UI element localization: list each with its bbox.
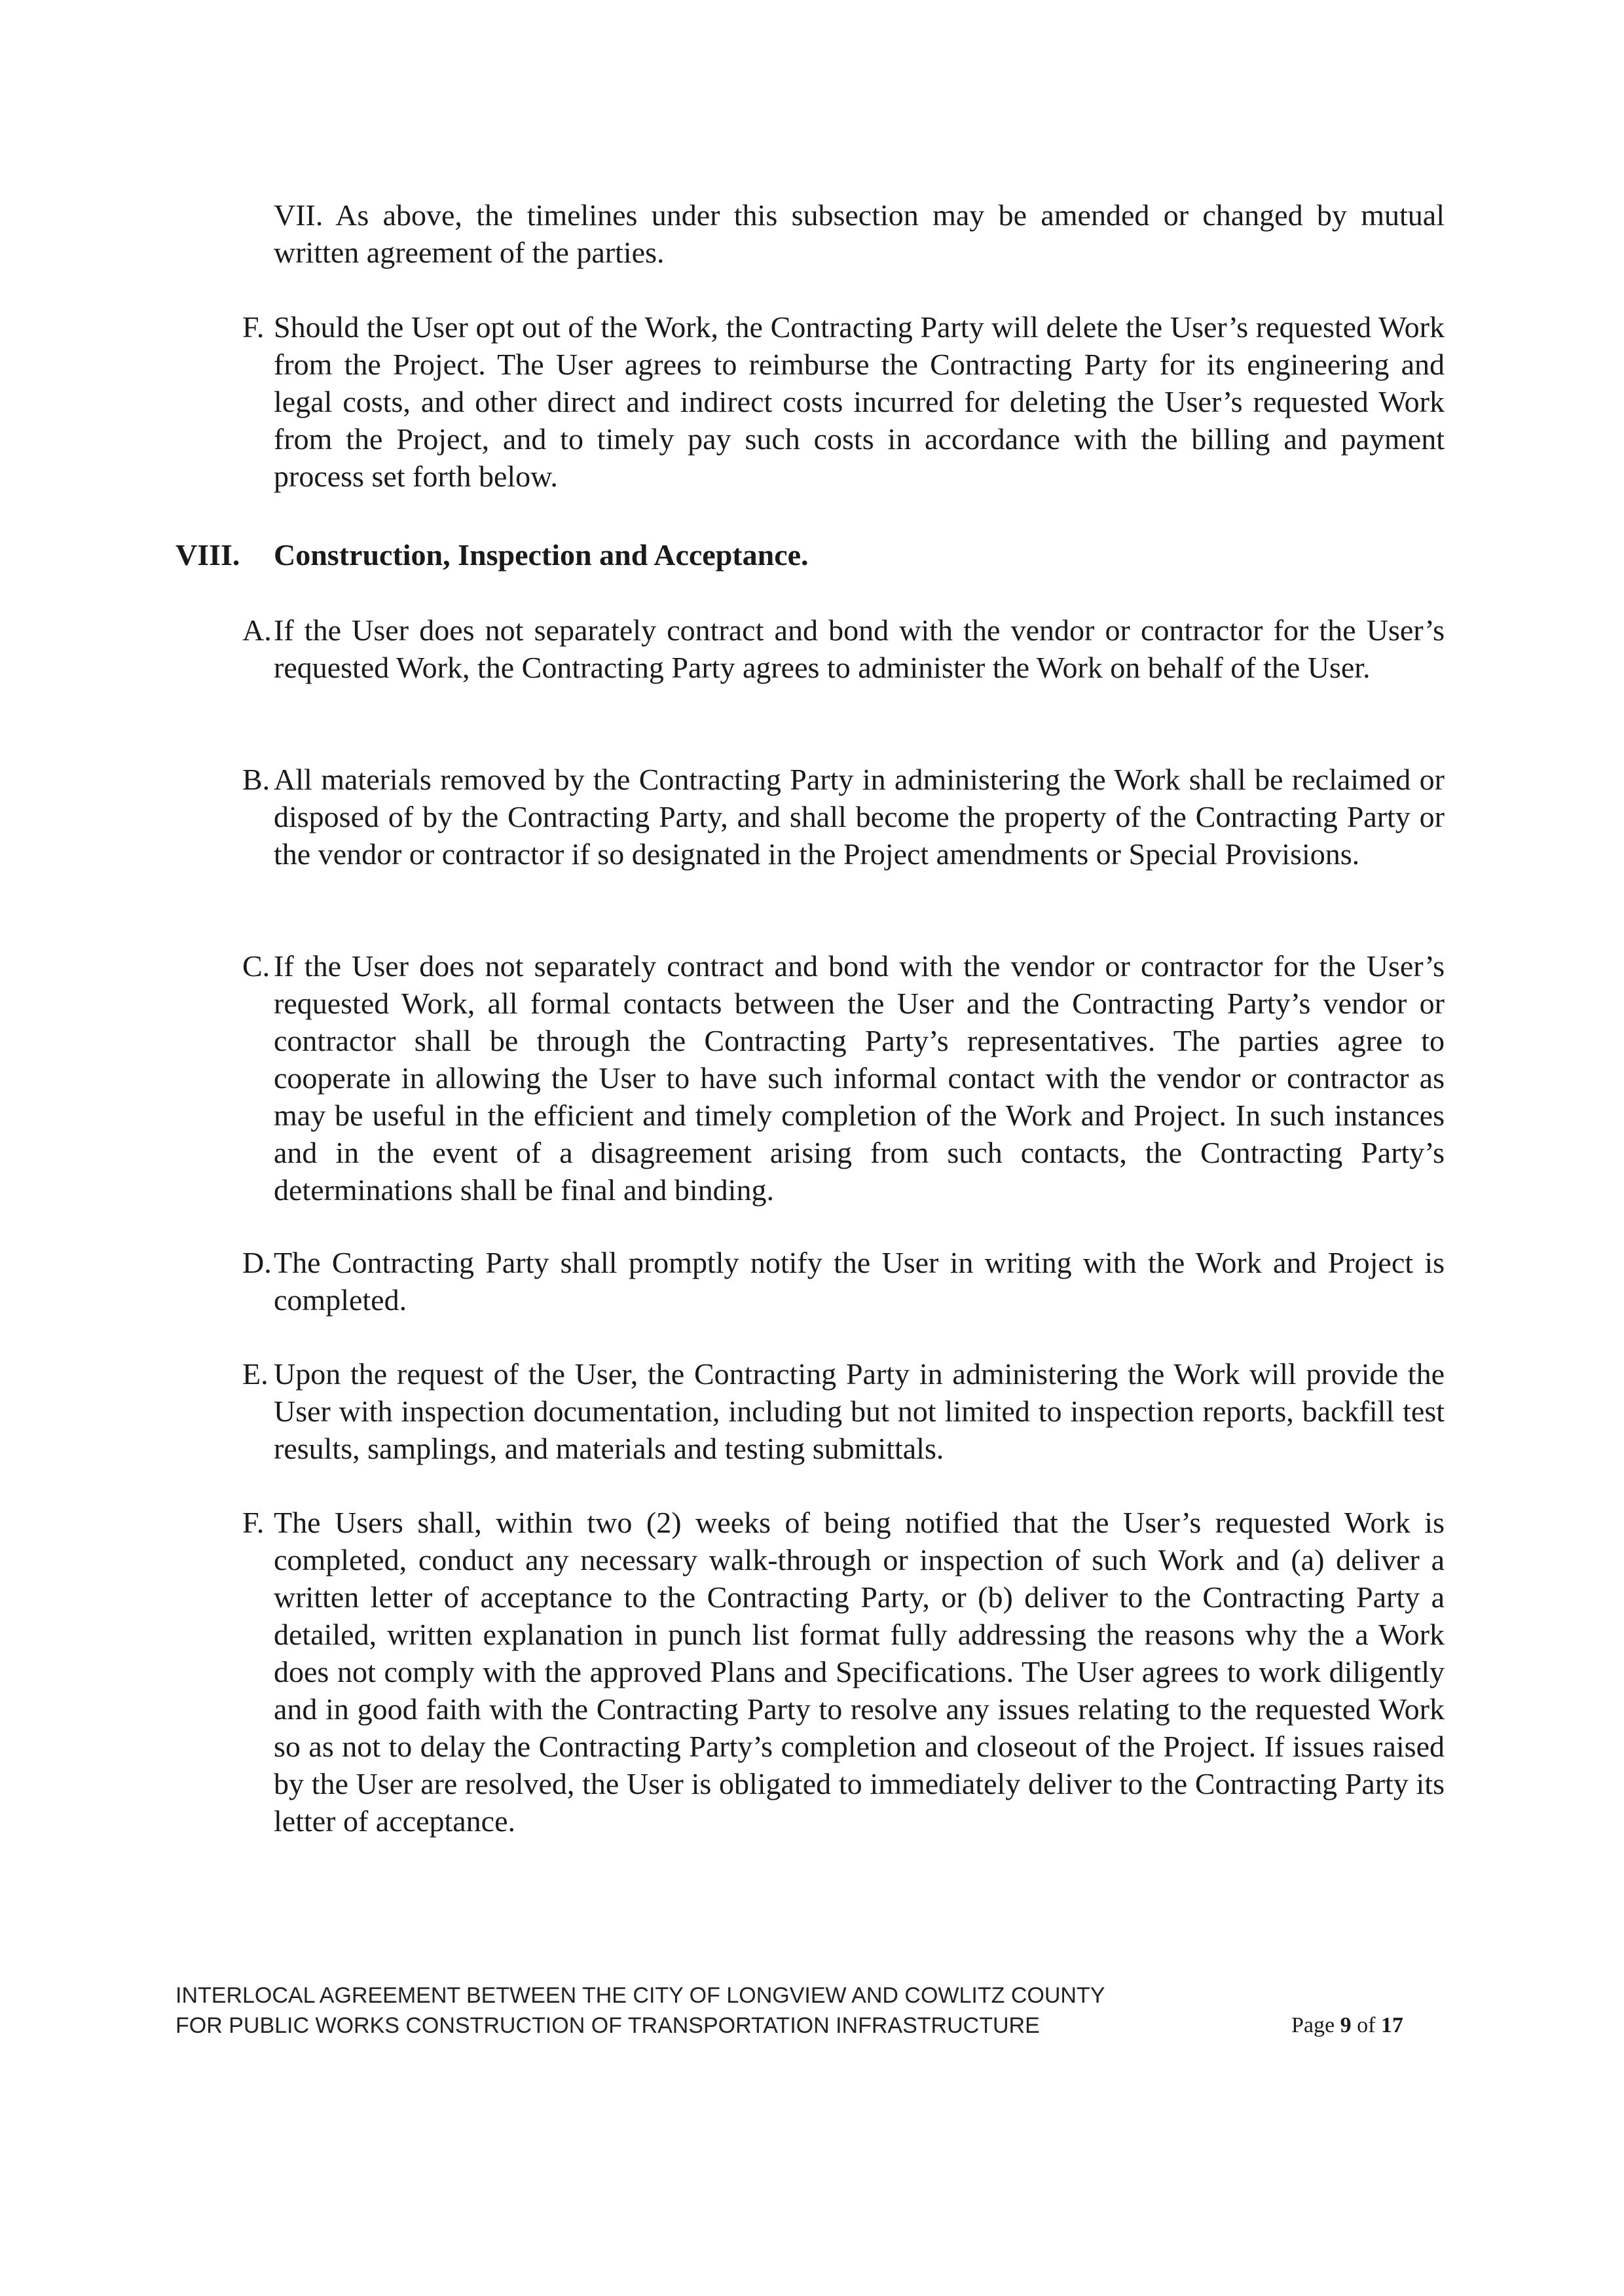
item-c-label: C.	[242, 949, 270, 983]
footer-line-1: INTERLOCAL AGREEMENT BETWEEN THE CITY OF LONGVIEW AND COWLITZ COUNTY	[175, 1983, 1105, 2008]
page-current: 9	[1340, 2013, 1352, 2037]
paragraph-vii: VII. As above, the timelines under this subsection may be amended or changed by mutual written agreement of the parties.	[274, 198, 1445, 269]
page-number	[1291, 2011, 1403, 2041]
item-a-text: If the User does not separately contract and bond with the vendor or contractor for the User’s requested Work, the Contracting Party agrees to administer the Work on behalf of the User.	[274, 613, 1445, 684]
section-viii-title: Construction, Inspection and Acceptance.	[274, 538, 809, 572]
page-total: 17	[1380, 2013, 1403, 2037]
item-b-label: B.	[242, 763, 270, 796]
item-a-label: A.	[242, 613, 272, 647]
paragraph-f-top: Should the User opt out of the Work, the Contracting Party will delete the User’s requested Work from the Project. The User agrees to reimburse the Contracting Party for its engineering and legal costs, and other direct and indirect costs incurred for deleting the User’s requested Work from the Project, and to timely pay such costs in accordance with the billing and payment process set forth below.	[274, 310, 1445, 493]
page-word: Page	[1291, 2013, 1335, 2037]
page-footer	[175, 1980, 1105, 2041]
section-viii-number: VIII.	[175, 538, 240, 572]
paragraph-f-top-label: F.	[242, 310, 265, 344]
item-d-text: The Contracting Party shall promptly notify the User in writing with the Work and Project is completed.	[274, 1246, 1445, 1317]
item-e-text: Upon the request of the User, the Contracting Party in administering the Work will provide the User with inspection documentation, including but not limited to inspection reports, backfill test results, samplings, and materials and testing submittals.	[274, 1357, 1445, 1465]
item-e-label: E.	[242, 1357, 268, 1391]
item-b-text: All materials removed by the Contracting Party in administering the Work shall be reclaimed or disposed of by the Contracting Party, and shall become the property of the Contracting Party or the vendor or contractor if so designated in the Project amendments or Special Provisions.	[274, 763, 1445, 871]
item-f-text: The Users shall, within two (2) weeks of being notified that the User’s requested Work is completed, conduct any necessary walk-through or inspection of such Work and (a) deliver a written letter of acceptance to the Contracting Party, or (b) deliver to the Contracting Party a detailed, written explanation in punch list format fully addressing the reasons why the a Work does not comply with the approved Plans and Specifications. The User agrees to work diligently and in good faith with the Contracting Party to resolve any issues relating to the requested Work so as not to delay the Contracting Party’s completion and closeout of the Project. If issues raised by the User are resolved, the User is obligated to immediately deliver to the Contracting Party its letter of acceptance.	[274, 1506, 1445, 1838]
page-of: of	[1357, 2013, 1376, 2037]
footer-line-2: FOR PUBLIC WORKS CONSTRUCTION OF TRANSPORTATION INFRASTRUCTURE	[175, 2013, 1040, 2038]
item-c-text: If the User does not separately contract and bond with the vendor or contractor for the User’s requested Work, all formal contacts between the User and the Contracting Party’s vendor or contractor shall be through the Contracting Party’s representatives. The parties agree to cooperate in allowing the User to have such informal contact with the vendor or contractor as may be useful in the efficient and timely completion of the Work and Project. In such instances and in the event of a disagreement arising from such contacts, the Contracting Party’s determinations shall be final and binding.	[274, 949, 1445, 1207]
item-d-label: D.	[242, 1246, 272, 1279]
item-f-label: F.	[242, 1506, 265, 1539]
